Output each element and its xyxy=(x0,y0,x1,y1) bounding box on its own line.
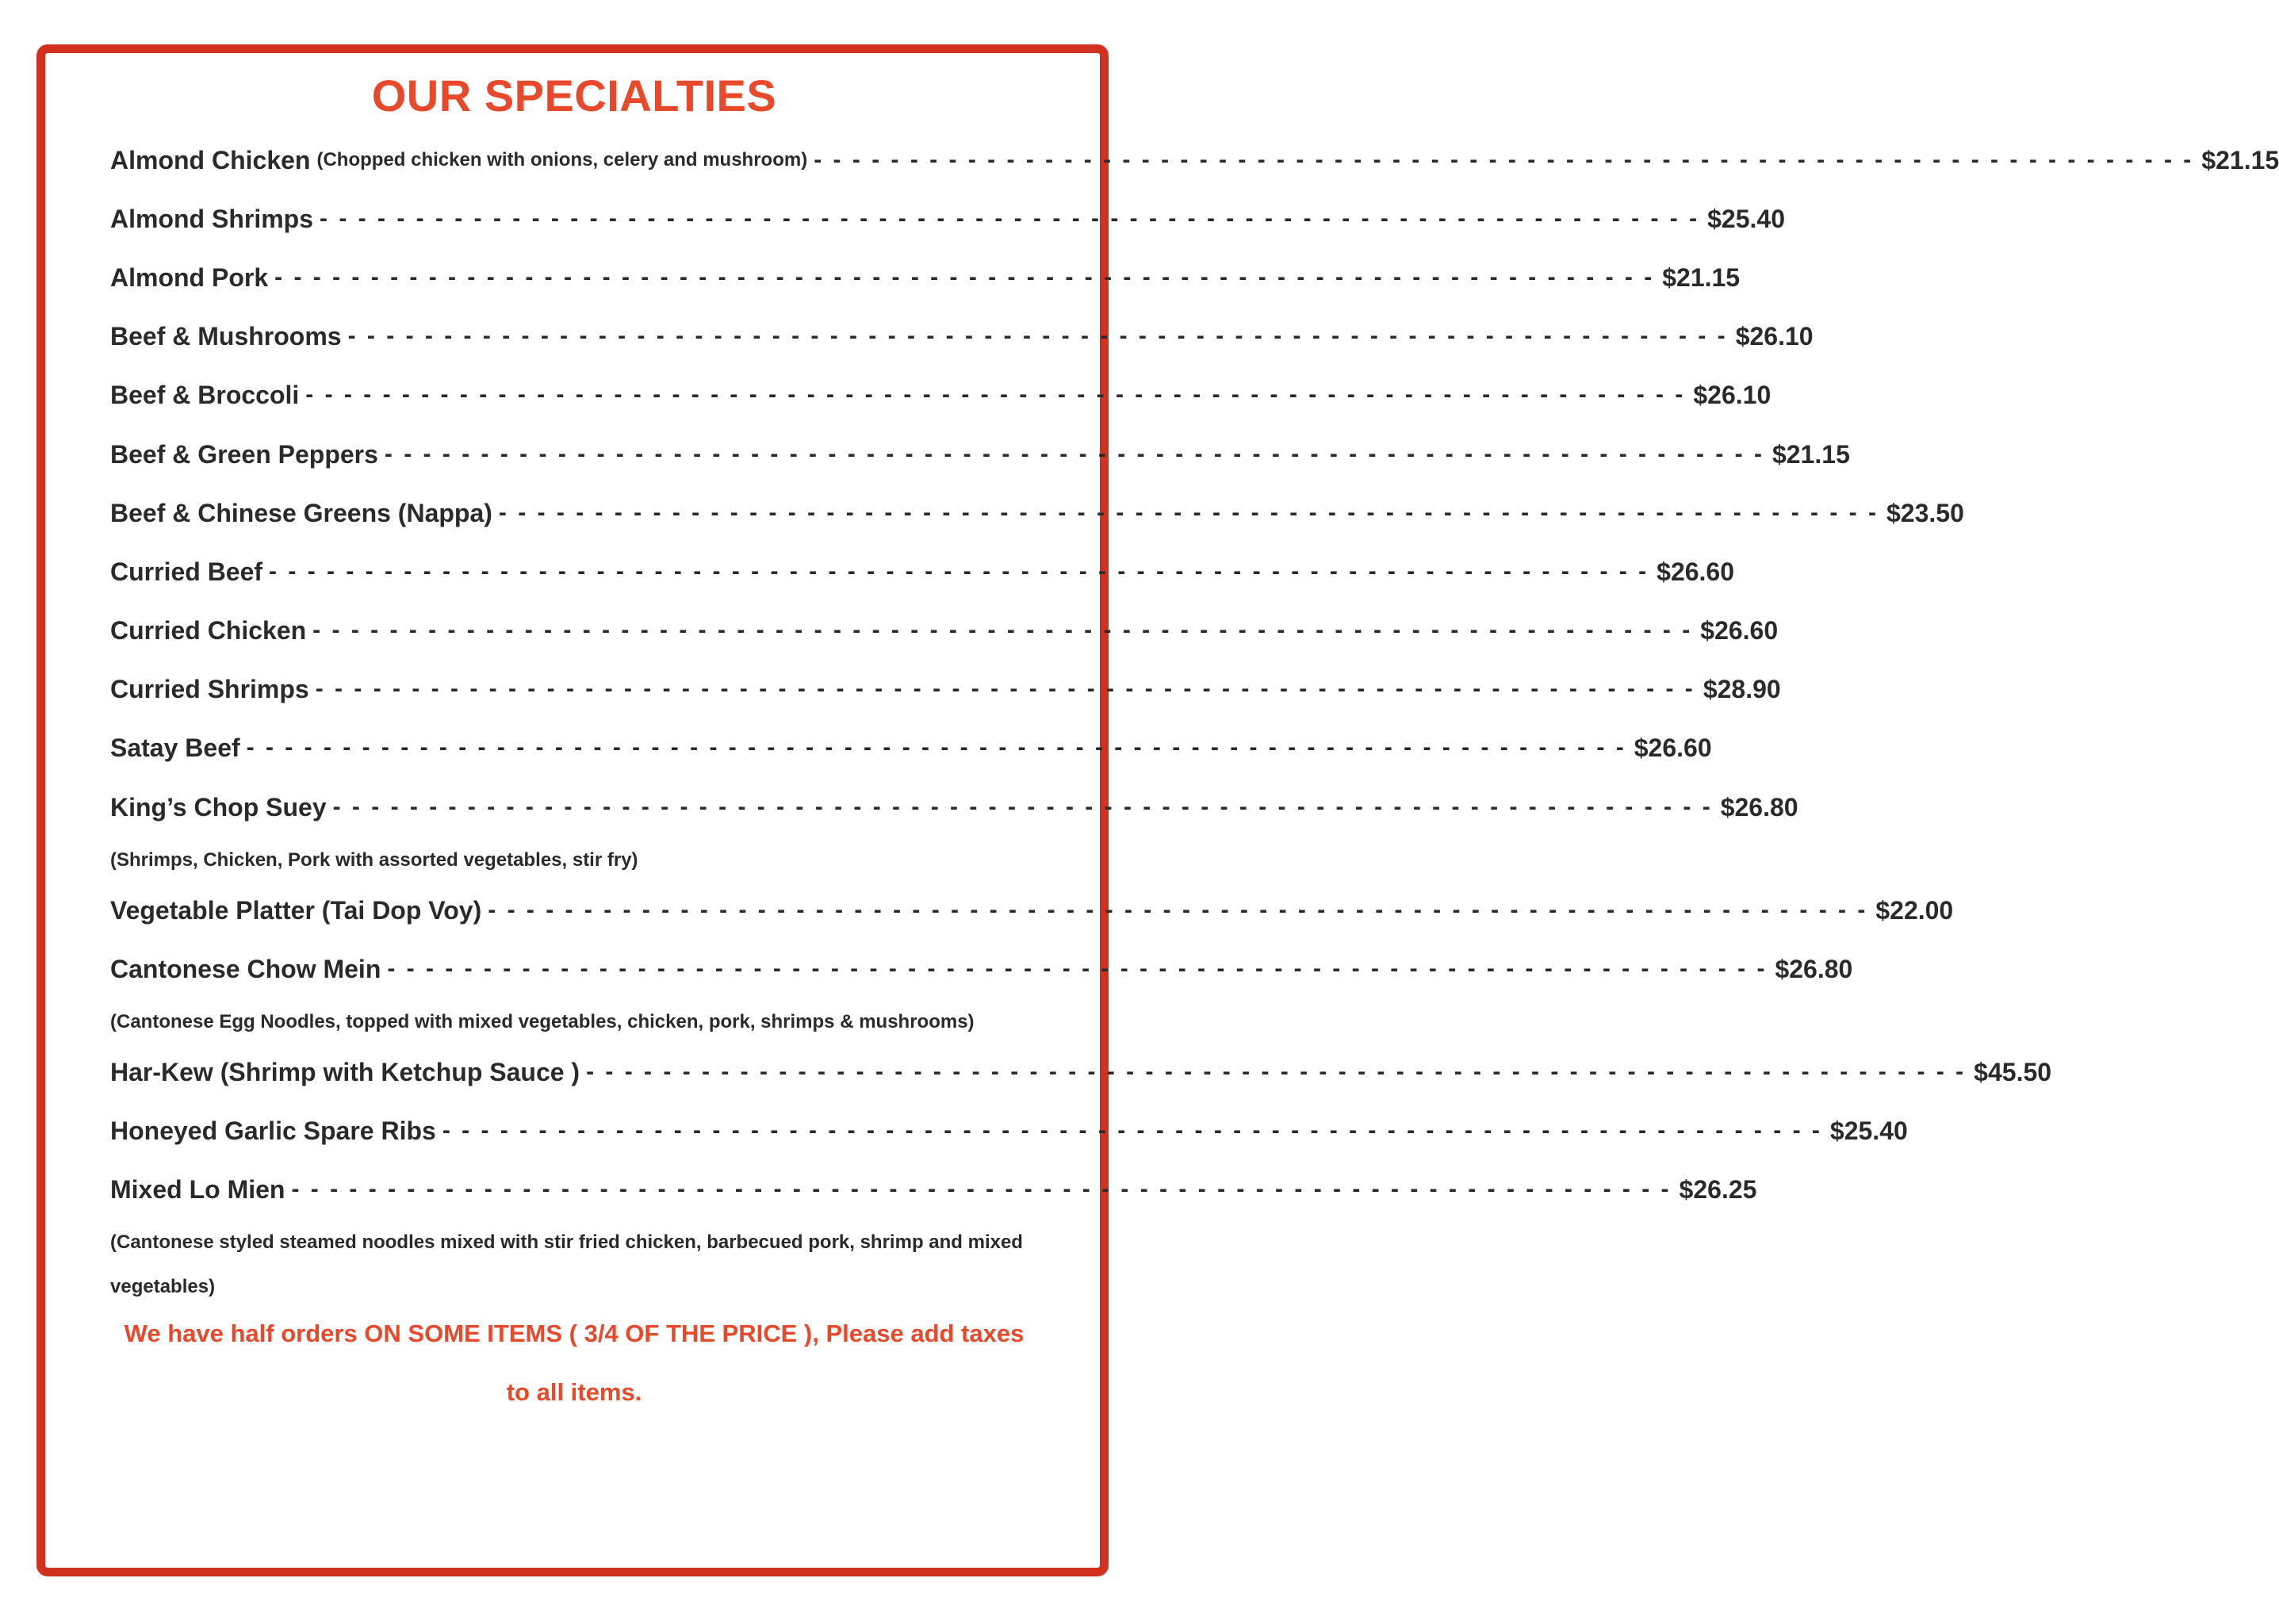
dotted-leader: - - - - - - - - - - - - - - - - - - - - - - - - - - - - - - - - - - - - - - - - - - - - - - - - - - - - - - - - - - - - - - - - - - - - - - - - xyxy=(315,676,1695,702)
menu-item-curried-beef xyxy=(110,554,1735,589)
menu-item-curried-shrimps xyxy=(110,672,1781,707)
dotted-leader: - - - - - - - - - - - - - - - - - - - - - - - - - - - - - - - - - - - - - - - - - - - - - - - - - - - - - - - - - - - - - - - - - - - - - - - - xyxy=(274,264,1655,290)
item-price: $25.40 xyxy=(1829,1116,1908,1145)
item-price: $28.90 xyxy=(1703,674,1781,703)
dotted-leader: - - - - - - - - - - - - - - - - - - - - - - - - - - - - - - - - - - - - - - - - - - - - - - - - - - - - - - - - - - - - - - - - - - - - - - - - xyxy=(332,794,1713,820)
dotted-leader: - - - - - - - - - - - - - - - - - - - - - - - - - - - - - - - - - - - - - - - - - - - - - - - - - - - - - - - - - - - - - - - - - - - - - - - - xyxy=(384,441,1764,467)
item-inline-description: (Chopped chicken with onions, celery and mushroom) xyxy=(316,149,808,170)
dotted-leader: - - - - - - - - - - - - - - - - - - - - - - - - - - - - - - - - - - - - - - - - - - - - - - - - - - - - - - - - - - - - - - - - - - - - - - - - xyxy=(387,956,1768,982)
menu-item-cantonese-chow-mein xyxy=(110,952,1853,986)
menu-item-beef-green-peppers xyxy=(110,437,1850,472)
dotted-leader: - - - - - - - - - - - - - - - - - - - - - - - - - - - - - - - - - - - - - - - - - - - - - - - - - - - - - - - - - - - - - - - - - - - - - - - - xyxy=(312,617,1693,643)
cantonese-chow-mein-description: (Cantonese Egg Noodles, topped with mixed vegetables, chicken, pork, shrimps & mushrooms) xyxy=(110,1011,975,1032)
item-name: Almond Chicken xyxy=(110,145,311,174)
dotted-leader: - - - - - - - - - - - - - - - - - - - - - - - - - - - - - - - - - - - - - - - - - - - - - - - - - - - - - - - - - - - - - - - - - - - - - - - - xyxy=(347,323,1728,349)
item-name: Beef & Chinese Greens (Nappa) xyxy=(110,498,492,527)
mixed-lo-mien-description-line1: (Cantonese styled steamed noodles mixed with stir fried chicken, barbecued pork, shrimp and mixed xyxy=(110,1231,1023,1253)
item-price: $25.40 xyxy=(1707,204,1785,233)
item-name: Cantonese Chow Mein xyxy=(110,954,381,983)
menu-item-kings-chop-suey xyxy=(110,790,1798,825)
dotted-leader: - - - - - - - - - - - - - - - - - - - - - - - - - - - - - - - - - - - - - - - - - - - - - - - - - - - - - - - - - - - - - - - - - - - - - - - - xyxy=(291,1176,1672,1202)
item-price: $22.00 xyxy=(1875,895,1954,925)
half-orders-note-line1: We have half orders ON SOME ITEMS ( 3/4 OF THE PRICE ), Please add taxes xyxy=(124,1320,1025,1347)
item-price: $26.25 xyxy=(1679,1174,1757,1204)
menu-item-vegetable-platter xyxy=(110,893,1954,928)
dotted-leader: - - - - - - - - - - - - - - - - - - - - - - - - - - - - - - - - - - - - - - - - - - - - - - - - - - - - - - - - - - - - - - - - - - - - - - - - xyxy=(586,1059,1967,1085)
item-price: $26.60 xyxy=(1657,557,1735,586)
item-price: $26.80 xyxy=(1720,792,1798,822)
item-price: $21.15 xyxy=(1662,262,1741,292)
item-name: Mixed Lo Mien xyxy=(110,1174,285,1204)
dotted-leader: - - - - - - - - - - - - - - - - - - - - - - - - - - - - - - - - - - - - - - - - - - - - - - - - - - - - - - - - - - - - - - - - - - - - - - - - xyxy=(269,558,1649,584)
item-price: $26.60 xyxy=(1634,733,1712,762)
item-name: Curried Chicken xyxy=(110,615,307,645)
menu-item-har-kew xyxy=(110,1055,2052,1090)
item-price: $26.80 xyxy=(1775,954,1853,983)
item-price: $21.15 xyxy=(2201,145,2279,174)
item-name: Satay Beef xyxy=(110,733,240,762)
kings-chop-suey-description: (Shrimps, Chicken, Pork with assorted vegetables, stir fry) xyxy=(110,849,638,871)
dotted-leader: - - - - - - - - - - - - - - - - - - - - - - - - - - - - - - - - - - - - - - - - - - - - - - - - - - - - - - - - - - - - - - - - - - - - - - - - xyxy=(814,147,2194,173)
item-name: Vegetable Platter (Tai Dop Voy) xyxy=(110,895,482,925)
half-orders-note-line2: to all items. xyxy=(506,1378,642,1406)
item-name: Honeyed Garlic Spare Ribs xyxy=(110,1116,436,1145)
item-price: $23.50 xyxy=(1886,498,1964,527)
item-name: Beef & Green Peppers xyxy=(110,439,378,469)
page-title: OUR SPECIALTIES xyxy=(371,71,777,121)
item-name: King’s Chop Suey xyxy=(110,792,327,822)
dotted-leader: - - - - - - - - - - - - - - - - - - - - - - - - - - - - - - - - - - - - - - - - - - - - - - - - - - - - - - - - - - - - - - - - - - - - - - - - xyxy=(498,500,1879,526)
menu-item-mixed-lo-mien xyxy=(110,1172,1757,1207)
item-name: Har-Kew (Shrimp with Ketchup Sauce ) xyxy=(110,1057,580,1086)
item-price: $21.15 xyxy=(1772,439,1850,469)
menu-item-curried-chicken xyxy=(110,613,1779,648)
item-name: Beef & Mushrooms xyxy=(110,321,342,350)
item-price: $45.50 xyxy=(1974,1057,2052,1086)
dotted-leader: - - - - - - - - - - - - - - - - - - - - - - - - - - - - - - - - - - - - - - - - - - - - - - - - - - - - - - - - - - - - - - - - - - - - - - - - xyxy=(488,897,1868,923)
menu-item-almond-chicken xyxy=(110,143,2279,178)
menu-item-beef-broccoli xyxy=(110,377,1771,412)
item-name: Almond Shrimps xyxy=(110,204,314,233)
item-price: $26.10 xyxy=(1693,380,1771,409)
item-price: $26.10 xyxy=(1735,321,1814,350)
item-name: Curried Shrimps xyxy=(110,674,309,703)
mixed-lo-mien-description-line2: vegetables) xyxy=(110,1276,216,1297)
menu-item-honeyed-garlic-spare-ribs xyxy=(110,1113,1908,1148)
dotted-leader: - - - - - - - - - - - - - - - - - - - - - - - - - - - - - - - - - - - - - - - - - - - - - - - - - - - - - - - - - - - - - - - - - - - - - - - - xyxy=(442,1117,1822,1143)
menu-item-satay-beef xyxy=(110,730,1712,765)
menu-item-almond-pork xyxy=(110,260,1741,295)
dotted-leader: - - - - - - - - - - - - - - - - - - - - - - - - - - - - - - - - - - - - - - - - - - - - - - - - - - - - - - - - - - - - - - - - - - - - - - - - xyxy=(305,381,1686,408)
item-name: Almond Pork xyxy=(110,262,269,292)
dotted-leader: - - - - - - - - - - - - - - - - - - - - - - - - - - - - - - - - - - - - - - - - - - - - - - - - - - - - - - - - - - - - - - - - - - - - - - - - xyxy=(246,734,1626,760)
item-name: Curried Beef xyxy=(110,557,263,586)
menu-item-beef-mushrooms xyxy=(110,319,1814,354)
menu-item-beef-chinese-greens xyxy=(110,496,1964,530)
item-name: Beef & Broccoli xyxy=(110,380,300,409)
item-price: $26.60 xyxy=(1700,615,1779,645)
menu-item-almond-shrimps xyxy=(110,201,1785,236)
dotted-leader: - - - - - - - - - - - - - - - - - - - - - - - - - - - - - - - - - - - - - - - - - - - - - - - - - - - - - - - - - - - - - - - - - - - - - - - - xyxy=(320,205,1700,232)
